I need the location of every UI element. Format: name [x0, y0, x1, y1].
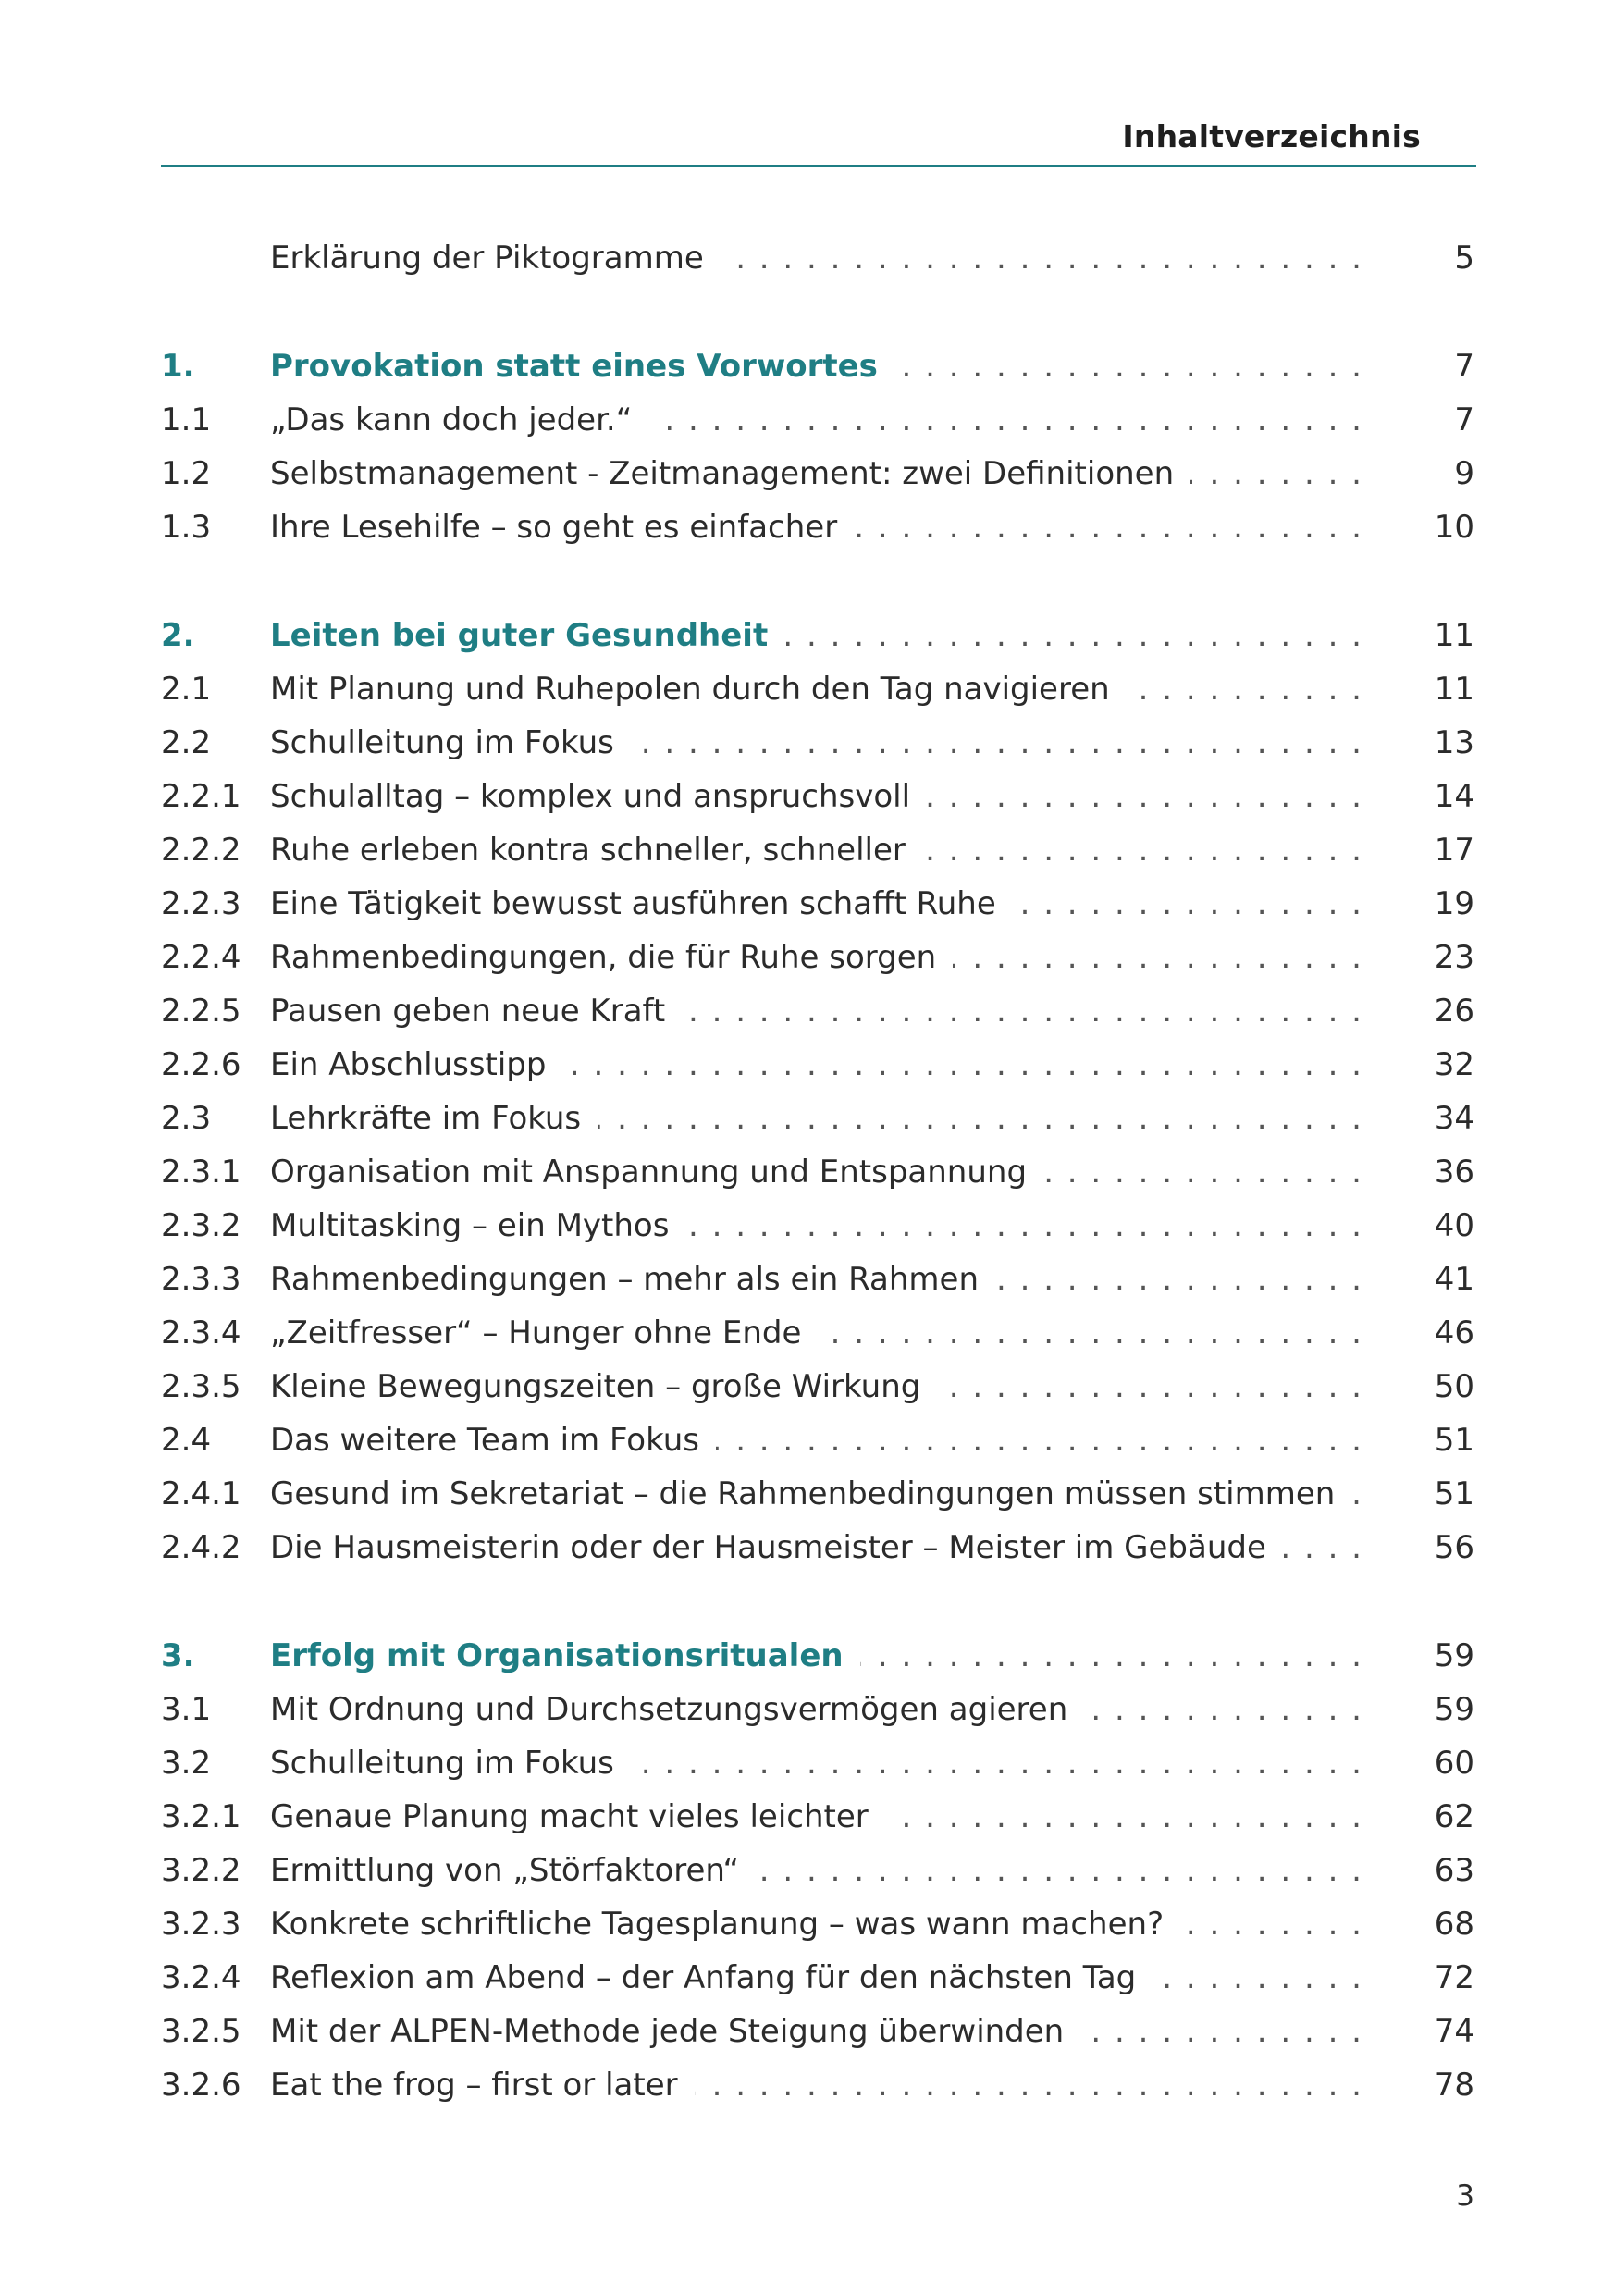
toc-entry-page: 59: [1434, 1691, 1474, 1728]
toc-entry-title: Leiten bei guter Gesundheit: [270, 617, 784, 654]
toc-entry[interactable]: [0, 2010, 1615, 2053]
toc-entry-title: Kleine Bewegungszeiten – große Wirkung: [270, 1368, 937, 1405]
toc-entry[interactable]: [0, 1043, 1615, 1086]
toc-entry-number: 2.2.4: [161, 939, 241, 976]
toc-entry[interactable]: [0, 775, 1615, 818]
toc-entry-title: Eat the frog – first or later: [270, 2067, 695, 2104]
toc-entry-number: 2.4: [161, 1422, 212, 1459]
toc-entry-title: Ihre Lesehilfe – so geht es einfacher: [270, 509, 854, 546]
toc-entry-page: 7: [1454, 401, 1474, 438]
toc-entry-title: Eine Tätigkeit bewusst ausführen schafft Ruhe: [270, 885, 1013, 922]
toc-entry-page: 11: [1434, 671, 1474, 708]
toc-entry-number: 2.3.4: [161, 1315, 241, 1352]
toc-entry-number: 2.3.2: [161, 1207, 241, 1244]
toc-entry[interactable]: [0, 829, 1615, 871]
toc-entry-page: 23: [1434, 939, 1474, 976]
toc-entry[interactable]: [0, 1204, 1615, 1247]
toc-entry[interactable]: [0, 399, 1615, 441]
toc-entry-number: 1.2: [161, 455, 212, 492]
toc-entry-number: 2.3.5: [161, 1368, 241, 1405]
toc-entry-page: 78: [1434, 2067, 1474, 2104]
toc-entry[interactable]: [0, 1097, 1615, 1140]
toc-entry-number: 3.: [161, 1637, 195, 1674]
toc-entry-page: 68: [1434, 1906, 1474, 1943]
toc-entry[interactable]: [0, 668, 1615, 710]
toc-entry-page: 41: [1434, 1261, 1474, 1298]
toc-entry-title: Rahmenbedingungen, die für Ruhe sorgen: [270, 939, 953, 976]
toc-entry-number: 3.2.2: [161, 1852, 241, 1889]
toc-entry-page: 11: [1434, 617, 1474, 654]
toc-entry-page: 46: [1434, 1315, 1474, 1352]
toc-entry-page: 40: [1434, 1207, 1474, 1244]
toc-entry[interactable]: [0, 1526, 1615, 1569]
toc-entry[interactable]: [0, 1688, 1615, 1731]
toc-entry-title: Mit der ALPEN-Methode jede Steigung überwinden: [270, 2013, 1080, 2050]
toc-entry-page: 34: [1434, 1100, 1474, 1137]
toc-entry[interactable]: [0, 883, 1615, 925]
toc-entry-number: 2.4.2: [161, 1529, 241, 1566]
toc-entry-number: 2.3.1: [161, 1154, 241, 1191]
toc-entry-number: 2.2: [161, 724, 212, 761]
toc-entry[interactable]: [0, 1473, 1615, 1515]
toc-entry-number: 2.2.5: [161, 993, 241, 1030]
toc-entry-title: „Das kann doch jeder.“: [270, 401, 648, 438]
toc-entry-page: 32: [1434, 1046, 1474, 1083]
toc-entry-title: Ruhe erleben kontra schneller, schneller: [270, 832, 922, 869]
toc-entry[interactable]: [0, 1957, 1615, 1999]
toc-entry-title: Konkrete schriftliche Tagesplanung – was wann machen?: [270, 1906, 1180, 1943]
toc-entry-page: 19: [1434, 885, 1474, 922]
toc-entry-title: Erfolg mit Organisationsritualen: [270, 1637, 860, 1674]
toc-entry-page: 14: [1434, 778, 1474, 815]
toc-entry-title: Schulalltag – komplex und anspruchsvoll: [270, 778, 927, 815]
toc-entry-number: 2.2.3: [161, 885, 241, 922]
toc-entry-number: 2.2.1: [161, 778, 241, 815]
toc-entry-title: Provokation statt eines Vorwortes: [270, 348, 894, 385]
toc-entry-title: „Zeitfresser“ – Hunger ohne Ende: [270, 1315, 818, 1352]
toc-entry-page: 9: [1454, 455, 1474, 492]
toc-entry-page: 26: [1434, 993, 1474, 1030]
toc-entry-number: 3.2.4: [161, 1959, 241, 1996]
toc-chapter[interactable]: [0, 614, 1615, 657]
toc-entry-number: 2.2.2: [161, 832, 241, 869]
toc-entry-number: 2.4.1: [161, 1475, 241, 1512]
toc-entry-number: 3.2.6: [161, 2067, 241, 2104]
toc-entry-title: Das weitere Team im Fokus: [270, 1422, 716, 1459]
toc-chapter[interactable]: [0, 345, 1615, 388]
toc-entry-page: 10: [1434, 509, 1474, 546]
toc-entry-title: Selbstmanagement - Zeitmanagement: zwei Definitionen: [270, 455, 1190, 492]
toc-chapter[interactable]: [0, 1635, 1615, 1677]
toc-entry-title: Schulleitung im Fokus: [270, 724, 631, 761]
toc-entry-title: Erklärung der Piktogramme: [270, 240, 721, 277]
toc-entry-number: 3.2.3: [161, 1906, 241, 1943]
toc-entry[interactable]: [0, 1151, 1615, 1193]
toc-entry-page: 72: [1434, 1959, 1474, 1996]
toc-entry[interactable]: [0, 936, 1615, 979]
toc-entry-title: Schulleitung im Fokus: [270, 1745, 631, 1782]
toc-entry[interactable]: [0, 1849, 1615, 1892]
toc-entry[interactable]: [0, 1903, 1615, 1945]
toc-entry[interactable]: [0, 2064, 1615, 2106]
toc-entry-number: 3.2.1: [161, 1798, 241, 1835]
toc-entry-page: 51: [1434, 1475, 1474, 1512]
toc-entry[interactable]: [0, 1258, 1615, 1301]
toc-entry-number: 3.2.5: [161, 2013, 241, 2050]
toc-entry-title: Rahmenbedingungen – mehr als ein Rahmen: [270, 1261, 995, 1298]
toc-entry[interactable]: [0, 722, 1615, 764]
toc-entry-number: 1.3: [161, 509, 212, 546]
toc-entry-title: Mit Ordnung und Durchsetzungsvermögen agieren: [270, 1691, 1084, 1728]
toc-entry[interactable]: [0, 1796, 1615, 1838]
toc-entry[interactable]: [0, 452, 1615, 495]
toc-entry-title: Organisation mit Anspannung und Entspannung: [270, 1154, 1043, 1191]
page-header-title: Inhaltverzeichnis: [1122, 118, 1421, 154]
toc-entry-title: Genaue Planung macht vieles leichter: [270, 1798, 885, 1835]
toc-entry[interactable]: [0, 1365, 1615, 1408]
toc-entry-page: 5: [1454, 240, 1474, 277]
toc-entry-title: Multitasking – ein Mythos: [270, 1207, 685, 1244]
toc-entry-title: Lehrkräfte im Fokus: [270, 1100, 598, 1137]
toc-entry-title: Die Hausmeisterin oder der Hausmeister – Meister im Gebäude: [270, 1529, 1283, 1566]
toc-entry-page: 51: [1434, 1422, 1474, 1459]
toc-entry[interactable]: [0, 506, 1615, 549]
toc-entry-number: 2.1: [161, 671, 212, 708]
toc-entry-title: Gesund im Sekretariat – die Rahmenbedingungen müssen stimmen: [270, 1475, 1351, 1512]
toc-entry-page: 74: [1434, 2013, 1474, 2050]
toc-entry-number: 2.3.3: [161, 1261, 241, 1298]
toc-entry-page: 60: [1434, 1745, 1474, 1782]
toc-entry-title: Reflexion am Abend – der Anfang für den nächsten Tag: [270, 1959, 1153, 1996]
toc-entry-page: 62: [1434, 1798, 1474, 1835]
toc-entry-page: 56: [1434, 1529, 1474, 1566]
toc-entry-number: 2.2.6: [161, 1046, 241, 1083]
toc-entry-number: 2.: [161, 617, 195, 654]
toc-entry-title: Mit Planung und Ruhepolen durch den Tag navigieren: [270, 671, 1127, 708]
toc-entry-title: Pausen geben neue Kraft: [270, 993, 682, 1030]
toc-entry-page: 17: [1434, 832, 1474, 869]
toc-entry[interactable]: [0, 990, 1615, 1032]
toc-entry-number: 1.1: [161, 401, 212, 438]
toc-entry[interactable]: [0, 1419, 1615, 1462]
toc-entry[interactable]: [0, 1312, 1615, 1354]
toc-entry-page: 50: [1434, 1368, 1474, 1405]
toc-entry-title: Ein Abschlusstipp: [270, 1046, 562, 1083]
toc-entry-page: 13: [1434, 724, 1474, 761]
page-number: 3: [1456, 2179, 1474, 2213]
toc-entry-number: 3.1: [161, 1691, 212, 1728]
toc-entry-page: 63: [1434, 1852, 1474, 1889]
toc-entry-number: 3.2: [161, 1745, 212, 1782]
toc-entry[interactable]: [0, 237, 1615, 279]
toc-entry-page: 59: [1434, 1637, 1474, 1674]
toc-entry-title: Ermittlung von „Störfaktoren“: [270, 1852, 756, 1889]
toc-entry-number: 1.: [161, 348, 195, 385]
toc-entry-page: 7: [1454, 348, 1474, 385]
toc-entry[interactable]: [0, 1742, 1615, 1784]
toc-entry-number: 2.3: [161, 1100, 212, 1137]
toc-entry-page: 36: [1434, 1154, 1474, 1191]
